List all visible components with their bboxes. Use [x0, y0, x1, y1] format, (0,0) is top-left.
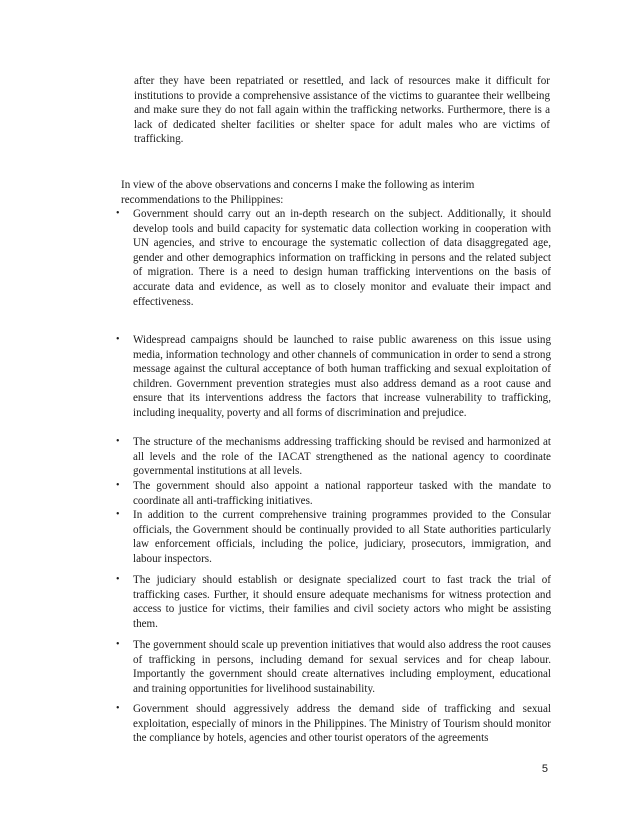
recommendation-text: Government should carry out an in-depth research on the subject. Additionally, it should develop tools and build capacity for systematic data collection working in cooperation with UN agencies, and strive to encourage the systematic collection of data disaggregated age, gender and other demographics information on trafficking in persons and the related subject of migration. There is a need to design human trafficking interventions on the basis of accurate data and evidence, as well as to closely monitor and evaluate their impact and effectiveness.: [133, 208, 551, 308]
bullet-icon: •: [116, 509, 120, 520]
recommendation-text: The government should also appoint a national rapporteur tasked with the mandate to coordinate all anti-trafficking initiatives.: [133, 480, 551, 507]
recommendation-text: The government should scale up prevention initiatives that would also address the root causes of trafficking in persons, including demand for sexual services and for cheap labour. Importantly the government should create alternatives including employment, educational and training opportunities for livelihood sustainability.: [133, 639, 551, 695]
bullet-icon: •: [116, 480, 120, 491]
recommendation-text: Government should aggressively address the demand side of trafficking and sexual exploitation, especially of minors in the Philippines. The Ministry of Tourism should monitor the compliance by hotels, agencies and other tourist operators of the agreements: [133, 703, 551, 745]
recommendation-text: In addition to the current comprehensive training programmes provided to the Consular officials, the Government should be continually provided to all State authorities particularly law enforcement officials, including the police, judiciary, prosecutors, immigration, and labour inspectors.: [133, 509, 551, 565]
page-number: 5: [541, 763, 548, 775]
recommendation-item: [116, 435, 551, 479]
intro-paragraph: after they have been repatriated or resettled, and lack of resources make it difficult for institutions to provide a comprehensive assistance of the victims to guarantee their wellbeing and make sure they do not fall again within the trafficking networks. Furthermore, there is a lack of dedicated shelter facilities or shelter space for adult males who are victims of trafficking.: [134, 75, 550, 146]
recommendation-text: The judiciary should establish or designate specialized court to fast track the trial of trafficking cases. Further, it should ensure adequate mechanisms for witness protection and access to justice for victims, their families and civil society actors who might be assisting them.: [133, 574, 551, 630]
bullet-icon: •: [116, 436, 120, 447]
recommendation-item: [116, 207, 551, 309]
bullet-icon: •: [116, 334, 120, 345]
bullet-icon: •: [116, 574, 120, 585]
recommendation-item: [116, 638, 551, 696]
recommendation-item: [116, 573, 551, 631]
recommendation-item: [116, 508, 551, 566]
recommendations-lead: In view of the above observations and concerns I make the following as interim recommendations to the Philippines:: [121, 179, 475, 206]
bullet-icon: •: [116, 208, 120, 219]
recommendation-text: Widespread campaigns should be launched to raise public awareness on this issue using media, information technology and other channels of communication in order to send a strong message against the cultural acceptance of both human trafficking and sexual exploitation of children. Government prevention strategies must also address demand as a root cause and ensure that its interventions address the factors that increase vulnerability to trafficking, including inequality, poverty and all forms of discrimination and prejudice.: [133, 334, 551, 419]
recommendation-text: The structure of the mechanisms addressing trafficking should be revised and harmonized at all levels and the role of the IACAT strengthened as the national agency to coordinate governmental institutions at all levels.: [133, 436, 551, 478]
bullet-icon: •: [116, 639, 120, 650]
recommendation-item: [116, 479, 551, 508]
bullet-icon: •: [116, 703, 120, 714]
recommendation-item: [116, 702, 551, 746]
recommendation-item: [116, 333, 551, 421]
